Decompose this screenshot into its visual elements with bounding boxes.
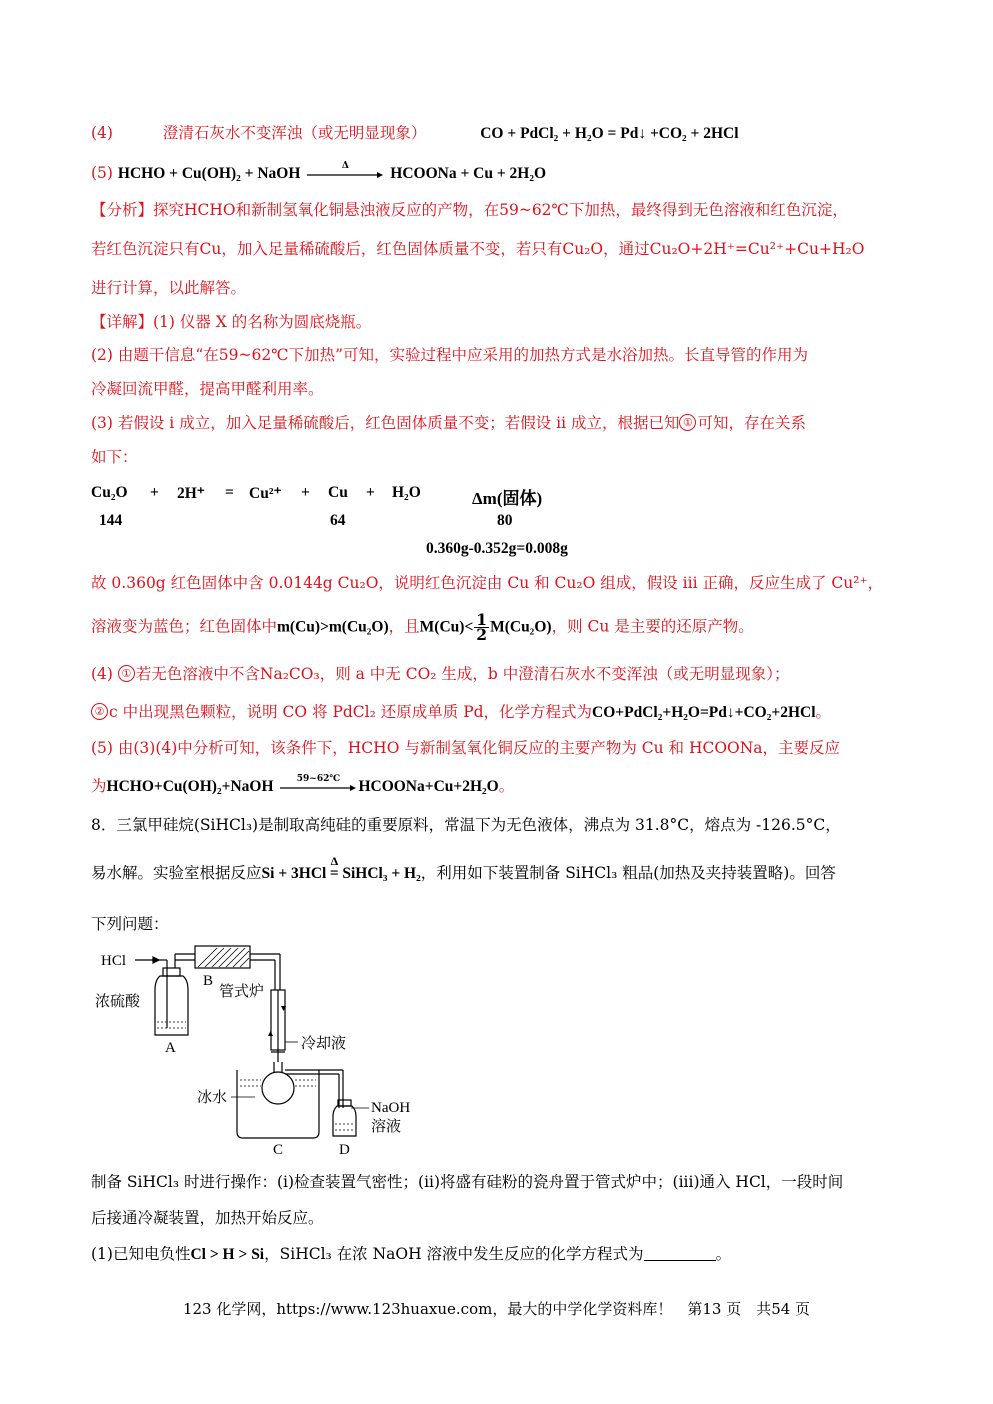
part5-line-1: (5) 由(3)(4)中分析可知，该条件下，HCHO 与新制氢氧化铜反应的主要产物为 Cu 和 HCOONa，主要反应 <box>91 739 841 757</box>
label-solution: 溶液 <box>371 1119 402 1135</box>
label-ice: 冰水 <box>197 1090 228 1106</box>
q8-question-1: (1)已知电负性Cl > H > Si，SiHCl₃ 在浓 NaOH 溶液中发生反应的化学方程式为 。 <box>91 1245 732 1263</box>
circled-two: ② <box>91 703 108 720</box>
q8-line-1: 8．三氯甲硅烷(SiHCl₃)是制取高纯硅的重要原料，常温下为无色液体，沸点为 31.8°C，熔点为 -126.5°C， <box>91 816 841 834</box>
document-page: (4) 澄清石灰水不变浑浊（或无明显现象） CO + PdCl₂ + H₂O = Pd↓ +CO₂ + 2HCl (5) HCHO + Cu(OH)₂ + NaOH Δ HCOONa + Cu + 2H₂O 【分析】探究HCHO和新制氢氧化铜悬浊液反应的产物，在59~62℃下加热，最终得到无色溶液和红色沉淀， 若红色沉淀只有Cu，加入足量稀硫酸后，红色固体质量不变，若只有Cu₂O，通过Cu₂O+2H⁺=Cu²⁺+Cu+H₂O 进行计算，以此解答。 【详解】(1) 仪器 X 的名称为圆底烧瓶。 (2) 由题干信息“在59~62℃下加热”可知，实验过程中应采用的加热方式是水浴加热。长直导管的作用为 冷凝回流甲醛，提高甲醛利用率。 (3) 若假设 i 成立，加入足量稀硫酸后，红色固体质量不变；若假设 ii 成立，根据已知 ① 可知，存在关系 如下： Cu₂O + 2H⁺ = Cu²⁺ + Cu + H₂O Δm(固体) 144 64 80 0.360g-0.352g=0.008g 故 0.360g 红色固体中含 0.0144g Cu₂O，说明红色沉淀由 Cu 和 Cu₂O 组成，假设 iii 正确，反应生成了 Cu²⁺， 溶液变为蓝色；红色固体中m(Cu)>m(Cu₂O)，且M(Cu)< $\frac{1}{2}$ M(Cu₂O)，则 Cu 是主要的还原产物。 (4) ① 若无色溶液中不含Na₂CO₃，则 a 中无 CO₂ 生成，b 中澄清石灰水不变浑浊（或无明显现象）； ② c 中出现黑色颗粒，说明 CO 将 PdCl₂ 还原成单质 Pd，化学方程式为CO+PdCl₂+H₂O=Pd↓+CO₂+2HCl。 (5) 由(3)(4)中分析可知，该条件下，HCHO 与新制氢氧化铜反应的主要产物为 Cu 和 HCOONa，主要反应 为HCHO+Cu(OH)₂+NaOH 59~62℃ HCOONa+Cu+2H₂O。 8．三氯甲硅烷(SiHCl₃)是制取高纯硅的重要原料，常温下为无色液体，沸点为 31.8°C，熔点为 -126.5°C， 易水解。实验室根据反应Si + 3HCl Δ = SiHCl₃ + H₂，利用如下装置制备 SiHCl₃ 粗品(加热及夹持装置略)。回答 下列问题： HCl B 管式炉 浓硫酸 A 冷却液 冰水 NaOH 溶液 C D 制备 SiHCl₃ 时进行操作：(i)检查装置气密性；(ii)将盛有硅粉的瓷舟置于管式炉中；(iii)通入 HCl，一段时间 后接通冷凝装置，加热开始反应。 (1)已知电负性Cl > H > Si，SiHCl₃ 在浓 NaOH 溶液中发生反应的化学方程式为 。 123 化学网，https://www.123huaxue.com，最大的中学化学资料库！ 第13 页 共54 页 <box>0 0 993 1404</box>
label-d: D <box>339 1142 350 1158</box>
q8-operations-1: 制备 SiHCl₃ 时进行操作：(i)检查装置气密性；(ii)将盛有硅粉的瓷舟置于管式炉中；(iii)通入 HCl，一段时间 <box>91 1173 844 1191</box>
detail-line-3: 冷凝回流甲醛，提高甲醛利用率。 <box>91 380 324 398</box>
q8-line-2: 易水解。实验室根据反应Si + 3HCl Δ = SiHCl₃ + H₂，利用如下装置制备 SiHCl₃ 粗品(加热及夹持装置略)。回答 <box>91 861 836 886</box>
q8-operations-2: 后接通冷凝装置，加热开始反应。 <box>91 1209 324 1227</box>
answer-blank[interactable] <box>644 1246 716 1261</box>
detail-line-4: (3) 若假设 i 成立，加入足量稀硫酸后，红色固体质量不变；若假设 ii 成立，根据已知 ① 可知，存在关系 <box>91 414 806 432</box>
conclusion-line-2: 溶液变为蓝色；红色固体中m(Cu)>m(Cu₂O)，且M(Cu)< $\frac{1}{2}$ M(Cu₂O)，则 Cu 是主要的还原产物。 <box>91 610 754 644</box>
label-c: C <box>273 1142 284 1158</box>
answer-4: (4) 澄清石灰水不变浑浊（或无明显现象） CO + PdCl₂ + H₂O = Pd↓ +CO₂ + 2HCl <box>91 124 739 142</box>
page-footer: 123 化学网，https://www.123huaxue.com，最大的中学化学资料库！ 第13 页 共54 页 <box>182 1300 811 1318</box>
label-a: A <box>165 1040 176 1056</box>
circled-one: ① <box>118 665 135 682</box>
answer-4-equation: CO + PdCl₂ + H₂O = Pd↓ +CO₂ + 2HCl <box>480 125 739 142</box>
circled-one: ① <box>679 414 696 431</box>
part5-line-2: 为HCHO+Cu(OH)₂+NaOH 59~62℃ HCOONa+Cu+2H₂O。 <box>91 774 515 795</box>
label-naoh: NaOH <box>371 1100 411 1116</box>
part4-line-2: ② c 中出现黑色颗粒，说明 CO 将 PdCl₂ 还原成单质 Pd，化学方程式为CO+PdCl₂+H₂O=Pd↓+CO₂+2HCl。 <box>91 700 831 725</box>
fraction-one-half: $\frac{1}{2}$ <box>476 610 488 644</box>
reaction-equals: Δ = <box>329 854 339 882</box>
answer-5: (5) HCHO + Cu(OH)₂ + NaOH Δ HCOONa + Cu + 2H₂O <box>91 161 547 182</box>
label-acid: 浓硫酸 <box>95 994 141 1010</box>
conclusion-line-1: 故 0.360g 红色固体中含 0.0144g Cu₂O，说明红色沉淀由 Cu 和 Cu₂O 组成，假设 iii 正确，反应生成了 Cu²⁺， <box>91 574 884 592</box>
label-coolant: 冷却液 <box>301 1036 347 1052</box>
label-furnace: 管式炉 <box>219 984 265 1000</box>
part4-line-1: (4) ① 若无色溶液中不含Na₂CO₃，则 a 中无 CO₂ 生成，b 中澄清石灰水不变浑浊（或无明显现象）； <box>91 665 790 683</box>
reaction-arrow: 59~62℃ <box>280 774 356 794</box>
detail-line-1: 【详解】(1) 仪器 X 的名称为圆底烧瓶。 <box>91 313 372 331</box>
q8-line-3: 下列问题： <box>91 915 169 933</box>
label-b: B <box>203 973 214 989</box>
analysis-line-1: 【分析】探究HCHO和新制氢氧化铜悬浊液反应的产物，在59~62℃下加热，最终得到无色溶液和红色沉淀， <box>91 201 848 219</box>
apparatus-figure <box>95 940 435 1160</box>
reaction-arrow: Δ <box>307 161 383 181</box>
detail-line-2: (2) 由题干信息“在59~62℃下加热”可知，实验过程中应采用的加热方式是水浴加热。长直导管的作用为 <box>91 346 809 364</box>
analysis-line-2: 若红色沉淀只有Cu，加入足量稀硫酸后，红色固体质量不变，若只有Cu₂O，通过Cu₂O+2H⁺=Cu²⁺+Cu+H₂O <box>91 240 865 258</box>
analysis-line-3: 进行计算，以此解答。 <box>91 279 247 297</box>
detail-line-5: 如下： <box>91 448 138 466</box>
label-hcl: HCl <box>101 953 127 969</box>
